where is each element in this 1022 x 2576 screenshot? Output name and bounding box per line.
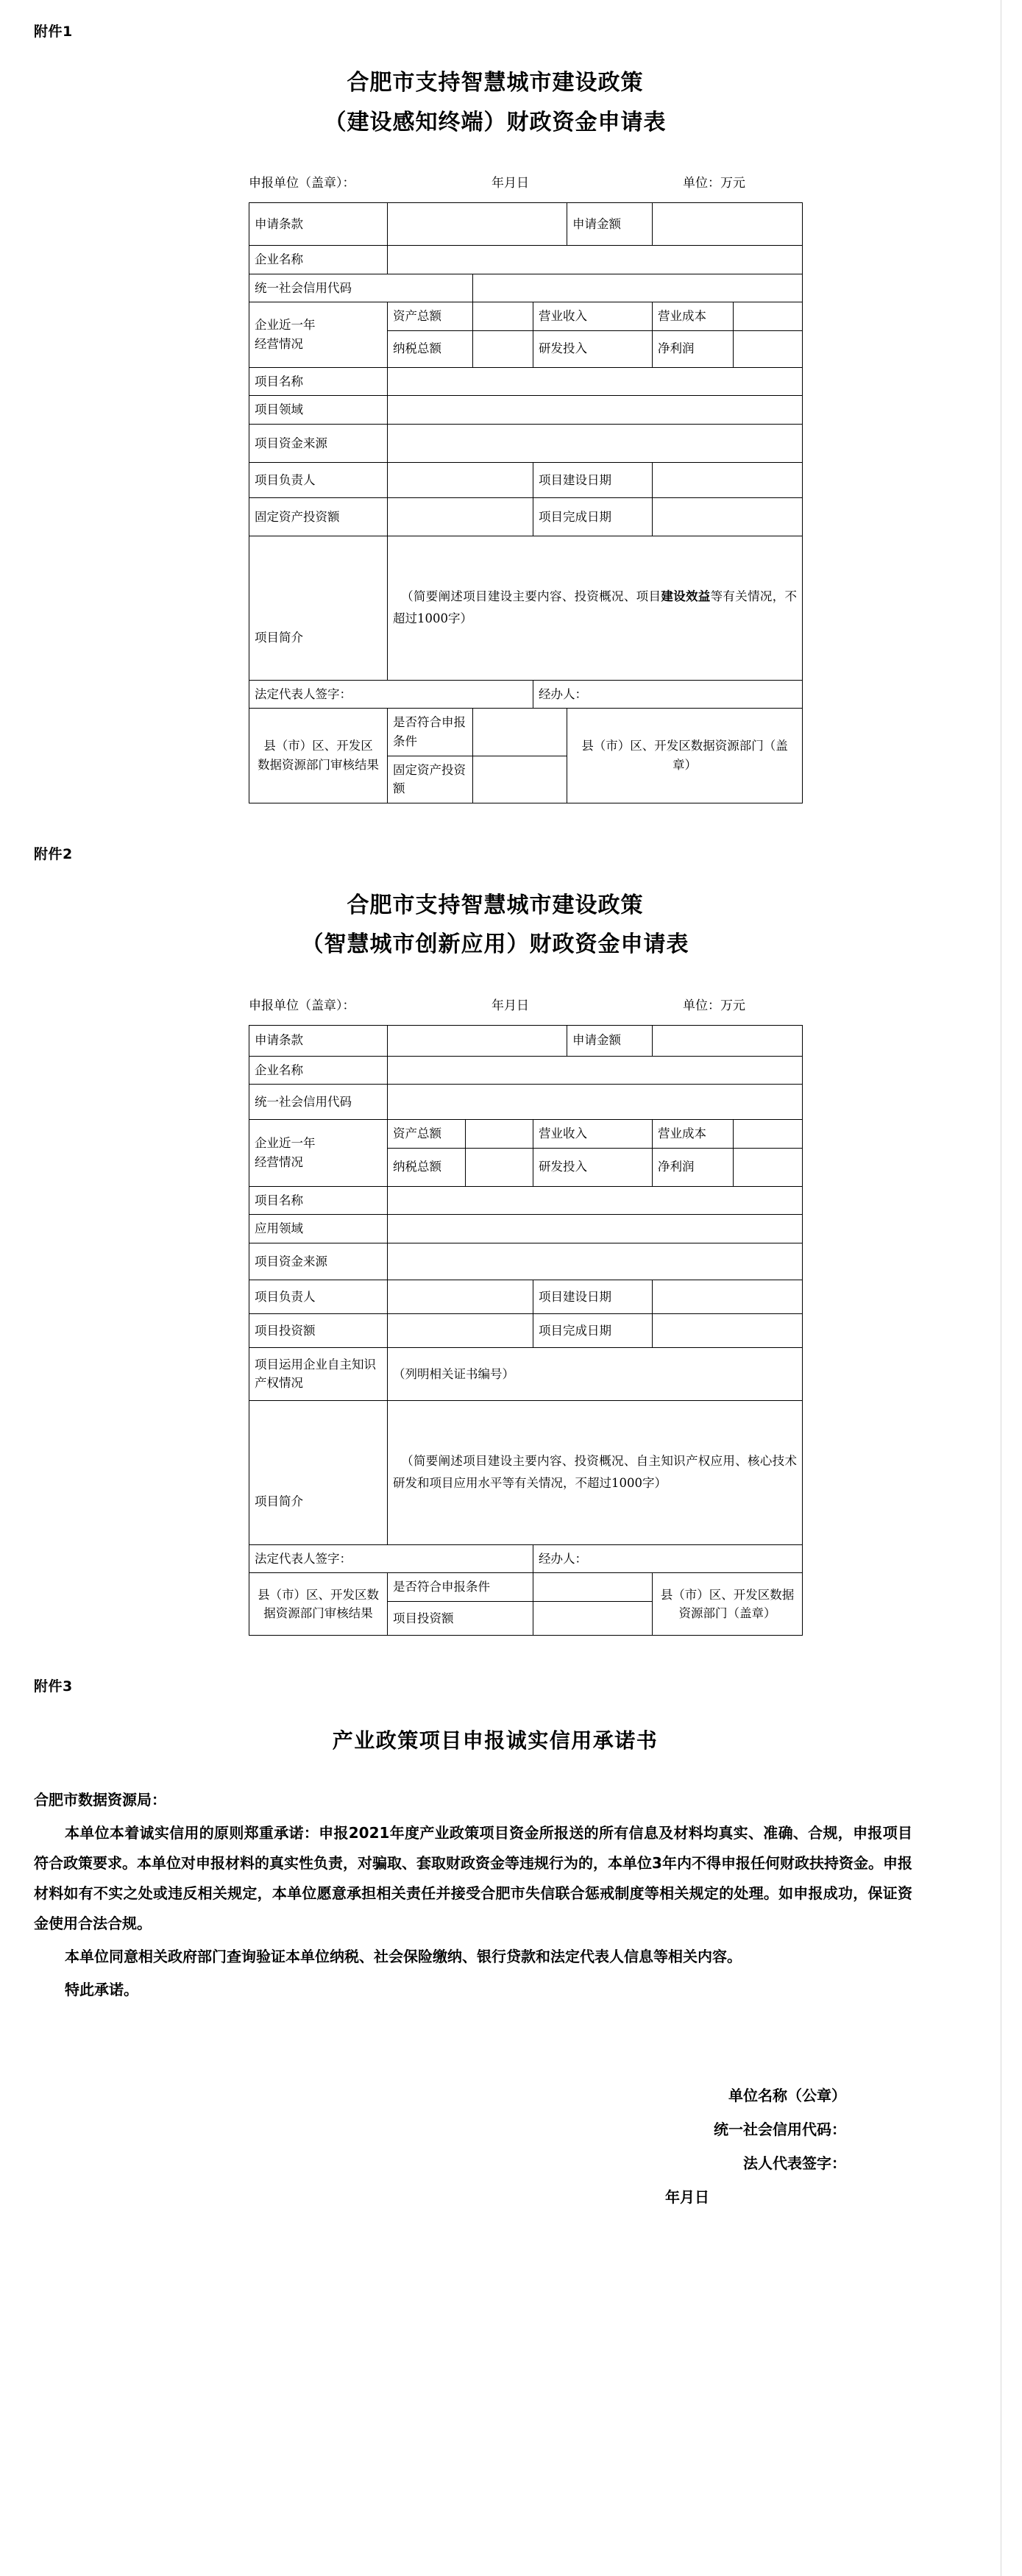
cell-meets-conditions-label: 是否符合申报条件 [388,1573,533,1602]
table-row [249,462,803,497]
cell-company-name-value[interactable] [388,246,803,274]
attachment2-declaring-unit: 申报单位（盖章）： [249,998,355,1013]
cell-complete-date-value[interactable] [653,1313,803,1347]
cell-apply-amount-label: 申请金额 [567,203,653,246]
table-row [249,396,803,425]
cell-project-intro-text[interactable] [388,1400,803,1544]
cell-application-field-label: 应用领域 [249,1215,388,1243]
attachment1-meta-row [249,159,802,202]
project-intro-label-text: 项目简介 [255,630,303,645]
signature-credit-code: 统一社会信用代码： [714,2121,846,2138]
cell-build-date-value[interactable] [653,462,803,497]
cell-project-name-value[interactable] [388,367,803,396]
cell-net-profit-label: 净利润 [653,330,734,367]
cell-legal-rep-sign[interactable]: 法定代表人签字： [249,1544,533,1573]
project-intro-text: （简要阐述项目建设主要内容、投资概况、自主知识产权应用、核心技术研发和项目应用水平等有关情况，不超过1000字） [393,1453,798,1491]
table-row [249,1025,803,1056]
cell-total-tax-label: 纳税总额 [388,330,473,367]
attachment1-title-block [34,45,957,159]
table-row [249,1280,803,1313]
cell-credit-code-label: 统一社会信用代码 [249,1085,388,1120]
cell-operation-label [249,1120,388,1187]
cell-operation-label-line1: 企业近一年 [255,318,316,333]
table-row [249,302,803,331]
table-row [249,680,803,709]
cell-fixed-asset-value[interactable] [388,497,533,536]
section-spacer [34,803,957,823]
table-row [249,1215,803,1243]
attachment1-title-line1: 合肥市支持智慧城市建设政策 [347,70,644,96]
cell-project-intro-text[interactable] [388,536,803,680]
table-row [249,274,803,302]
table-row [249,497,803,536]
attachment2-title-line1: 合肥市支持智慧城市建设政策 [347,892,644,918]
cell-complete-date-value[interactable] [653,497,803,536]
cell-project-investment-label: 项目投资额 [249,1313,388,1347]
cell-project-investment-amount-value[interactable] [533,1602,653,1636]
cell-build-date-label: 项目建设日期 [533,1280,653,1313]
cell-total-assets-value[interactable] [473,302,533,331]
signature-unit-name: 单位名称（公章） [728,2087,846,2104]
attachment2-currency-unit: 单位：万元 [683,998,745,1013]
letter-addressee: 合肥市数据资源局： [34,1791,166,1809]
attachment1-label: 附件1 [34,24,73,40]
cell-project-intro-label [249,1400,388,1544]
cell-apply-amount-value[interactable] [653,203,803,246]
cell-fund-source-value[interactable] [388,1243,803,1280]
attachment3-label: 附件3 [34,1678,73,1695]
cell-net-profit-value[interactable] [734,330,803,367]
cell-fixed-asset-amount-label: 固定资产投资额 [388,756,473,803]
attachment1-declaring-unit: 申报单位（盖章）： [249,176,355,191]
cell-operation-label-line1: 企业近一年 [255,1136,316,1151]
cell-review-label: 县（市）区、开发区数据资源部门审核结果 [249,1573,388,1636]
cell-credit-code-label: 统一社会信用代码 [249,274,473,302]
cell-operation-label-line2: 经营情况 [255,336,303,351]
attachment2-title [34,867,957,965]
cell-apply-clause-label: 申请条款 [249,1025,388,1056]
cell-company-name-value[interactable] [388,1056,803,1085]
cell-apply-amount-label: 申请金额 [567,1025,653,1056]
attachment3-signature-block [34,2008,957,2214]
cell-review-label [249,709,388,803]
cell-fixed-asset-label: 固定资产投资额 [249,497,388,536]
cell-operating-revenue-label: 营业收入 [533,302,653,331]
table-row [249,424,803,462]
cell-operating-cost-label: 营业成本 [653,302,734,331]
cell-apply-clause-value[interactable] [388,203,567,246]
cell-complete-date-label: 项目完成日期 [533,497,653,536]
cell-operating-revenue-label: 营业收入 [533,1120,653,1149]
cell-fund-source-label: 项目资金来源 [249,424,388,462]
attachment2-form-table [249,1025,803,1636]
table-row [249,203,803,246]
cell-total-assets-label: 资产总额 [388,302,473,331]
cell-total-tax-label: 纳税总额 [388,1148,466,1186]
attachment2-meta-row [249,982,802,1025]
letter-paragraph-1: 本单位本着诚实信用的原则郑重承诺：申报2021年度产业政策项目资金所报送的所有信息及材料均真实、准确、合规，申报项目符合政策要求。本单位对申报材料的真实性负责，对骗取、套取财政资金等违规行为的，本单位3年内不得申报任何财政扶持资金。申报材料如有不实之处或违反相关规定，本单位愿意承担相关责任并接受合肥市失信联合惩戒制度等相关规定的处理。如申报成功，保证资金使用合法合规。 [34,1824,912,1932]
cell-meets-conditions-value[interactable] [473,709,567,756]
table-row [249,1544,803,1573]
project-intro-label-text: 项目简介 [255,1494,303,1508]
cell-fund-source-value[interactable] [388,424,803,462]
cell-apply-clause-value[interactable] [388,1025,567,1056]
cell-rd-investment-label: 研发投入 [533,1148,653,1186]
attachment1-form-table [249,202,803,803]
cell-meets-conditions-value[interactable] [533,1573,653,1602]
cell-apply-amount-value[interactable] [653,1025,803,1056]
table-row [249,1313,803,1347]
cell-project-leader-label: 项目负责人 [249,1280,388,1313]
signature-legal-rep: 法人代表签字： [743,2154,846,2172]
table-row [249,1056,803,1085]
attachment1-currency-unit: 单位：万元 [683,176,745,191]
table-row [249,709,803,756]
cell-complete-date-label: 项目完成日期 [533,1313,653,1347]
table-row [249,1573,803,1602]
cell-ip-hint[interactable]: （列明相关证书编号） [388,1347,803,1400]
table-row [249,1085,803,1120]
cell-fixed-asset-amount-value[interactable] [473,756,567,803]
table-row [249,1120,803,1149]
cell-ip-label: 项目运用企业自主知识产权情况 [249,1347,388,1400]
cell-project-name-label: 项目名称 [249,1186,388,1215]
cell-operation-label-line2: 经营情况 [255,1154,303,1169]
attachment3-body [34,1785,957,2005]
cell-build-date-value[interactable] [653,1280,803,1313]
cell-net-profit-value[interactable] [734,1148,803,1186]
letter-paragraph-2: 本单位同意相关政府部门查询验证本单位纳税、社会保险缴纳、银行贷款和法定代表人信息等相关内容。 [65,1948,742,1965]
cell-project-leader-value[interactable] [388,1280,533,1313]
letter-paragraph-3: 特此承诺。 [65,1981,138,1998]
project-intro-part-a: （简要阐述项目建设主要内容、投资概况、项目 [401,589,661,603]
cell-seal-label: 县（市）区、开发区数据资源部门（盖章） [567,709,803,803]
cell-total-assets-label: 资产总额 [388,1120,466,1149]
cell-apply-clause-label: 申请条款 [249,203,388,246]
cell-company-name-label: 企业名称 [249,246,388,274]
cell-rd-investment-label: 研发投入 [533,330,653,367]
cell-operation-label [249,302,388,368]
cell-total-tax-value[interactable] [466,1148,533,1186]
cell-seal-label: 县（市）区、开发区数据资源部门（盖章） [653,1573,803,1636]
attachment3-title: 产业政策项目申报诚实信用承诺书 [332,1728,659,1753]
cell-handler[interactable]: 经办人： [533,680,803,709]
attachment2-title-block [34,867,957,982]
attachment1-title-line2: （建设感知终端）财政资金申请表 [324,109,667,135]
cell-total-assets-value[interactable] [466,1120,533,1149]
table-row [249,246,803,274]
cell-credit-code-value[interactable] [388,1085,803,1120]
cell-project-name-label: 项目名称 [249,367,388,396]
table-row [249,1400,803,1544]
cell-project-leader-label: 项目负责人 [249,462,388,497]
cell-project-field-value[interactable] [388,396,803,425]
cell-legal-rep-sign[interactable]: 法定代表人签字： [249,680,533,709]
attachment2-title-line2: （智慧城市创新应用）财政资金申请表 [301,932,689,958]
review-label-line2: 数据资源部门审核结果 [258,758,379,772]
cell-application-field-value[interactable] [388,1215,803,1243]
cell-project-investment-value[interactable] [388,1313,533,1347]
table-row [249,367,803,396]
project-intro-emphasis: 建设效益 [661,589,711,603]
cell-total-tax-value[interactable] [473,330,533,367]
cell-credit-code-value[interactable] [473,274,803,302]
table-row [249,1186,803,1215]
review-label-line1: 县（市）区、开发区 [263,739,373,753]
cell-project-field-label: 项目领域 [249,396,388,425]
cell-handler[interactable]: 经办人： [533,1544,803,1573]
project-intro-part-b: 等有关情况，不超过1000字） [393,589,798,626]
cell-project-leader-value[interactable] [388,462,533,497]
cell-build-date-label: 项目建设日期 [533,462,653,497]
attachment1-date: 年月日 [492,176,529,191]
cell-project-investment-amount-label: 项目投资额 [388,1602,533,1636]
cell-company-name-label: 企业名称 [249,1056,388,1085]
table-row [249,536,803,680]
cell-operating-cost-value[interactable] [734,302,803,331]
attachment2-label: 附件2 [34,845,73,862]
cell-meets-conditions-label: 是否符合申报条件 [388,709,473,756]
cell-project-intro-label [249,536,388,680]
cell-fund-source-label: 项目资金来源 [249,1243,388,1280]
cell-operating-cost-value[interactable] [734,1120,803,1149]
attachment1-title [34,45,957,143]
cell-operating-cost-label: 营业成本 [653,1120,734,1149]
table-row [249,1243,803,1280]
cell-net-profit-label: 净利润 [653,1148,734,1186]
section-spacer [34,1636,957,1655]
attachment2-date: 年月日 [492,998,529,1013]
signature-date: 年月日 [665,2188,709,2206]
cell-project-name-value[interactable] [388,1186,803,1215]
table-row [249,1347,803,1400]
